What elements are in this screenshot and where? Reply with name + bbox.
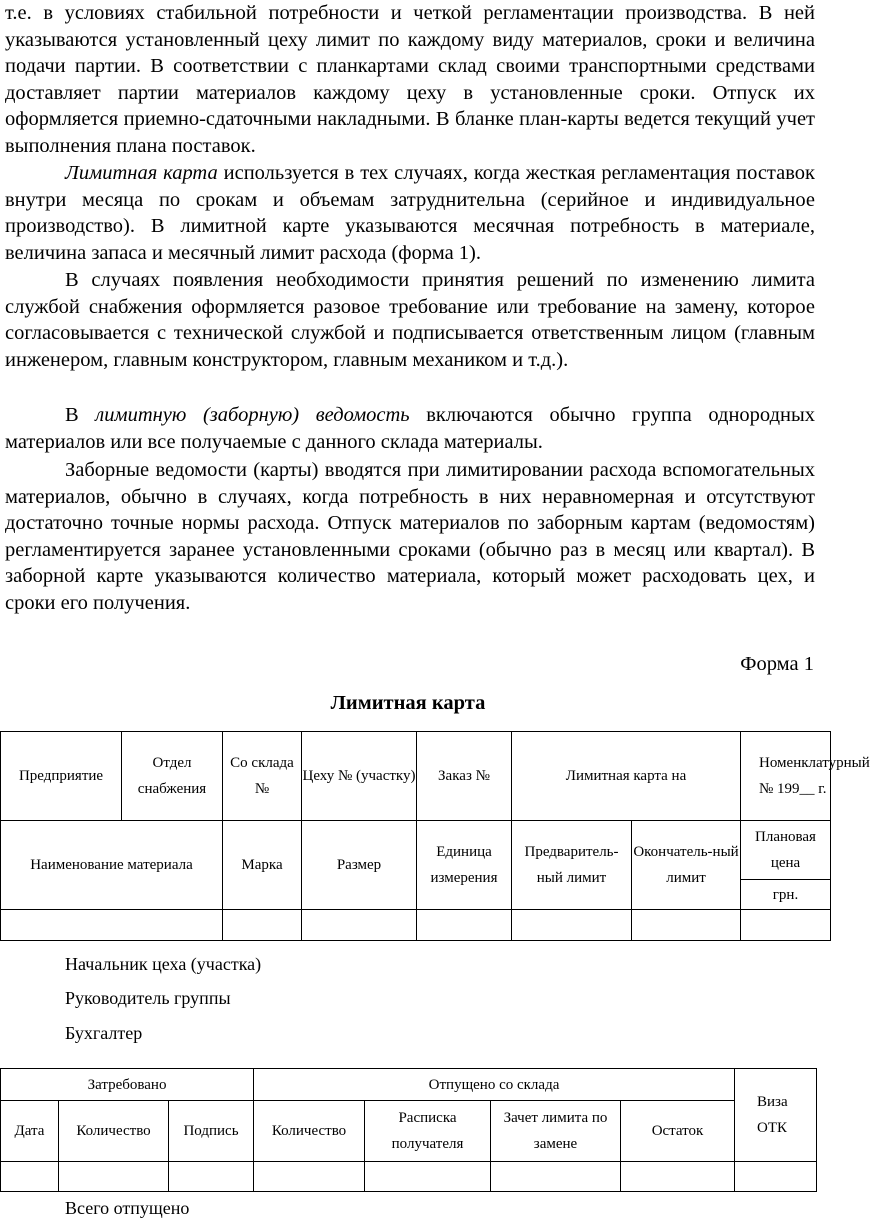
cell-planned-price: Плановая цена	[741, 821, 831, 880]
col-limit-offset: Зачет лимита по замене	[491, 1101, 621, 1162]
paragraph-2: Лимитная карта используется в тех случаях, когда жесткая регламентация поставок внутри месяца по срокам и объемам затруднительна (серийное и индивидуальное производство). В лимитной карте указываются месячная потребность в материале, величина запаса и месячный лимит расхода (форма 1).	[5, 162, 815, 264]
term-limit-card: Лимитная карта	[65, 162, 218, 184]
limit-card-table	[0, 731, 870, 941]
form-number: Форма 1	[740, 653, 814, 675]
paragraph-3: В случаях появления необходимости принятия решений по изменению лимита службой снабжения оформляется разовое требование или требование на замену, которое согласовывается с технической службой и подписывается ответственным лицом (главным инженером, главным конструктором, главным механиком и т.д.).	[5, 269, 815, 371]
release-table	[0, 1068, 817, 1192]
paragraph-4: В лимитную (заборную) ведомость включаются обычно группа однородных материалов или все получаемые с данного склада материалы.	[5, 404, 815, 453]
cell-material-name: Наименование материала	[1, 821, 223, 910]
paragraph-1: т.е. в условиях стабильной потребности и четкой регламентации производства. В ней указываются установленный цеху лимит по каждому виду материалов, сроки и величина подачи партии. В соответствии с планкартами склад своими транспортными средствами доставляет партии материалов каждому цеху в установленные сроки. Отпуск их оформляется приемно-сдаточными накладными. В бланке план-карты ведется текущий учет выполнения плана поставок.	[5, 2, 815, 157]
cell-visa-otk: Виза ОТК	[735, 1069, 817, 1162]
signature-accountant: Бухгалтер	[65, 1023, 143, 1043]
data-cell	[632, 910, 741, 941]
data-cell	[1, 1162, 59, 1192]
col-balance: Остаток	[621, 1101, 735, 1162]
cell-limit-card-for: Лимитная карта на	[512, 732, 741, 821]
cell-preliminary-limit: Предваритель-ный лимит	[512, 821, 632, 910]
cell-order: Заказ №	[417, 732, 512, 821]
data-cell	[254, 1162, 365, 1192]
form-title: Лимитная карта	[330, 692, 486, 714]
cell-final-limit: Окончатель-ный лимит	[632, 821, 741, 910]
paragraph-5: Заборные ведомости (карты) вводятся при лимитировании расхода вспомогательных материалов, обычно в случаях, когда потребность в них неравномерная и отсутствуют достаточно точные нормы расхода. Отпуск материалов по заборным картам (ведомостям) регламентируется заранее установленными сроками (обычно раз в месяц или квартал). В заборной карте указываются количество материала, который может расходовать цех, и сроки его получения.	[5, 459, 815, 614]
total-released: Всего отпущено	[65, 1198, 190, 1218]
cell-nomenclature: Номенклатурный № 199__ г.	[741, 732, 831, 821]
cell-size: Размер	[302, 821, 417, 910]
col-date: Дата	[1, 1101, 59, 1162]
term-limit-statement: лимитную (заборную) ведомость	[95, 404, 410, 426]
data-cell	[417, 910, 512, 941]
cell-brand: Марка	[223, 821, 302, 910]
col-requested-quantity: Количество	[59, 1101, 169, 1162]
group-requested: Затребовано	[1, 1069, 254, 1101]
data-cell	[1, 910, 223, 941]
data-cell	[741, 910, 831, 941]
signature-workshop-head: Начальник цеха (участка)	[65, 954, 262, 974]
data-cell	[735, 1162, 817, 1192]
col-signature: Подпись	[169, 1101, 254, 1162]
data-cell	[169, 1162, 254, 1192]
col-recipient-receipt: Расписка получателя	[365, 1101, 491, 1162]
cell-price-unit: грн.	[741, 880, 831, 910]
cell-from-warehouse: Со склада №	[223, 732, 302, 821]
col-released-quantity: Количество	[254, 1101, 365, 1162]
group-released: Отпущено со склада	[254, 1069, 735, 1101]
data-cell	[223, 910, 302, 941]
cell-unit: Единица измерения	[417, 821, 512, 910]
cell-enterprise: Предприятие	[1, 732, 122, 821]
data-cell	[365, 1162, 491, 1192]
cell-supply-dept: Отдел снабжения	[122, 732, 223, 821]
data-cell	[512, 910, 632, 941]
data-cell	[59, 1162, 169, 1192]
signature-group-leader: Руководитель группы	[65, 988, 231, 1008]
cell-to-workshop: Цеху № (участку)	[302, 732, 417, 821]
data-cell	[621, 1162, 735, 1192]
data-cell	[491, 1162, 621, 1192]
data-cell	[302, 910, 417, 941]
